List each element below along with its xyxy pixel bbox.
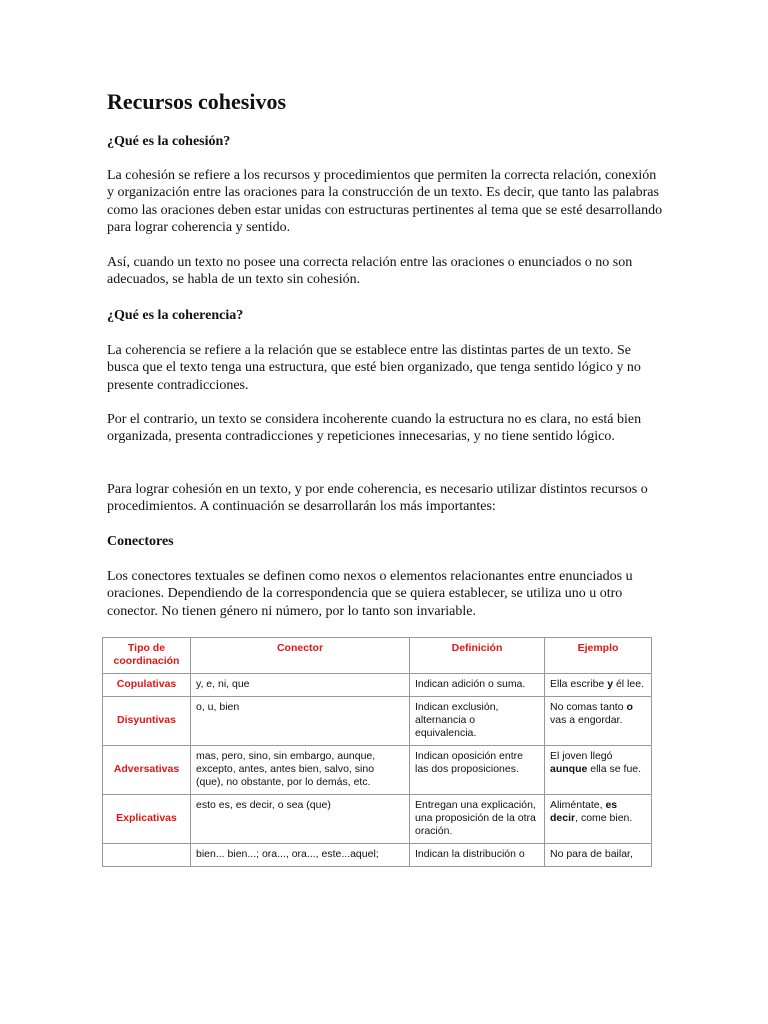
heading-conectores: Conectores — [107, 534, 174, 549]
example-connector: o — [626, 701, 633, 713]
paragraph-conectores: Los conectores textuales se definen como nexos o elementos relacionantes entre enunciados u oraciones. Dependiendo de la correspondencia que se quiera establecer, se utiliza uno u otro conector. No tienen género ni número, por lo tanto son invariable. — [107, 569, 633, 619]
cell-conector: mas, pero, sino, sin embargo, aunque, excepto, antes, antes bien, salvo, sino (que), no obstante, por lo demás, etc. — [191, 746, 410, 795]
cell-definicion: Indican oposición entre las dos proposiciones. — [410, 746, 545, 795]
cell-tipo: Explicativas — [103, 795, 191, 844]
cell-conector: esto es, es decir, o sea (que) — [191, 795, 410, 844]
example-text: El joven llegó — [550, 750, 613, 762]
cell-tipo — [103, 844, 191, 867]
header-ejemplo: Ejemplo — [545, 638, 652, 674]
example-text: No para de bailar, — [550, 848, 633, 860]
table-row — [103, 844, 652, 867]
header-tipo: Tipo de coordinación — [103, 638, 191, 674]
connectors-table — [102, 637, 652, 867]
example-text: ella se fue. — [587, 763, 642, 775]
cell-tipo: Adversativas — [103, 746, 191, 795]
example-text: vas a engordar. — [550, 714, 623, 726]
header-conector: Conector — [191, 638, 410, 674]
example-connector: y — [607, 678, 614, 690]
cell-conector: y, e, ni, que — [191, 674, 410, 697]
example-text: Aliméntate, — [550, 799, 606, 811]
cell-ejemplo — [545, 844, 652, 867]
page-title: Recursos cohesivos — [107, 89, 287, 114]
cell-definicion: Indican exclusión, alternancia o equivalencia. — [410, 697, 545, 746]
cell-definicion: Entregan una explicación, una proposición de la otra oración. — [410, 795, 545, 844]
paragraph-cohesion-absence: Así, cuando un texto no posee una correcta relación entre las oraciones o enunciados o no son adecuados, se habla de un texto sin cohesión. — [107, 255, 633, 288]
paragraph-cohesion-definition: La cohesión se refiere a los recursos y procedimientos que permiten la correcta relación, conexión y organización entre las oraciones para la construcción de un texto. Es decir, que tanto las palabras como las oraciones deben estar unidas con estructuras pertinentes al tema que se esté desarrollando para lograr coherencia y sentido. — [107, 168, 663, 236]
heading-cohesion: ¿Qué es la cohesión? — [107, 134, 231, 149]
example-text: , come bien. — [575, 812, 633, 824]
cell-ejemplo — [545, 674, 652, 697]
table-header-row — [103, 638, 652, 674]
example-connector: aunque — [550, 763, 588, 775]
cell-conector: o, u, bien — [191, 697, 410, 746]
cell-definicion: Indican adición o suma. — [410, 674, 545, 697]
table-row — [103, 697, 652, 746]
cell-conector: bien... bien...; ora..., ora..., este...aquel; — [191, 844, 410, 867]
cell-ejemplo — [545, 746, 652, 795]
paragraph-incoherencia: Por el contrario, un texto se considera incoherente cuando la estructura no es clara, no está bien organizada, presenta contradicciones y repeticiones innecesarias, y no tiene sentido lógico. — [107, 412, 642, 445]
example-connector: es decir — [550, 799, 618, 824]
example-text: Ella escribe — [550, 678, 608, 690]
header-definicion: Definición — [410, 638, 545, 674]
table-row — [103, 795, 652, 844]
cell-ejemplo — [545, 697, 652, 746]
cell-definicion: Indican la distribución o — [410, 844, 545, 867]
table-row — [103, 674, 652, 697]
heading-coherencia: ¿Qué es la coherencia? — [107, 308, 244, 323]
paragraph-coherencia-definition: La coherencia se refiere a la relación que se establece entre las distintas partes de un texto. Se busca que el texto tenga una estructura, que esté bien organizado, que tenga sentido lógico y no presente contradicciones. — [107, 343, 641, 393]
cell-tipo: Disyuntivas — [103, 697, 191, 746]
example-text: él lee. — [613, 678, 644, 690]
cell-ejemplo — [545, 795, 652, 844]
example-text: No comas tanto — [550, 701, 627, 713]
table-row — [103, 746, 652, 795]
cell-tipo: Copulativas — [103, 674, 191, 697]
paragraph-recursos: Para lograr cohesión en un texto, y por ende coherencia, es necesario utilizar distintos recursos o procedimientos. A continuación se desarrollarán los más importantes: — [107, 482, 648, 515]
